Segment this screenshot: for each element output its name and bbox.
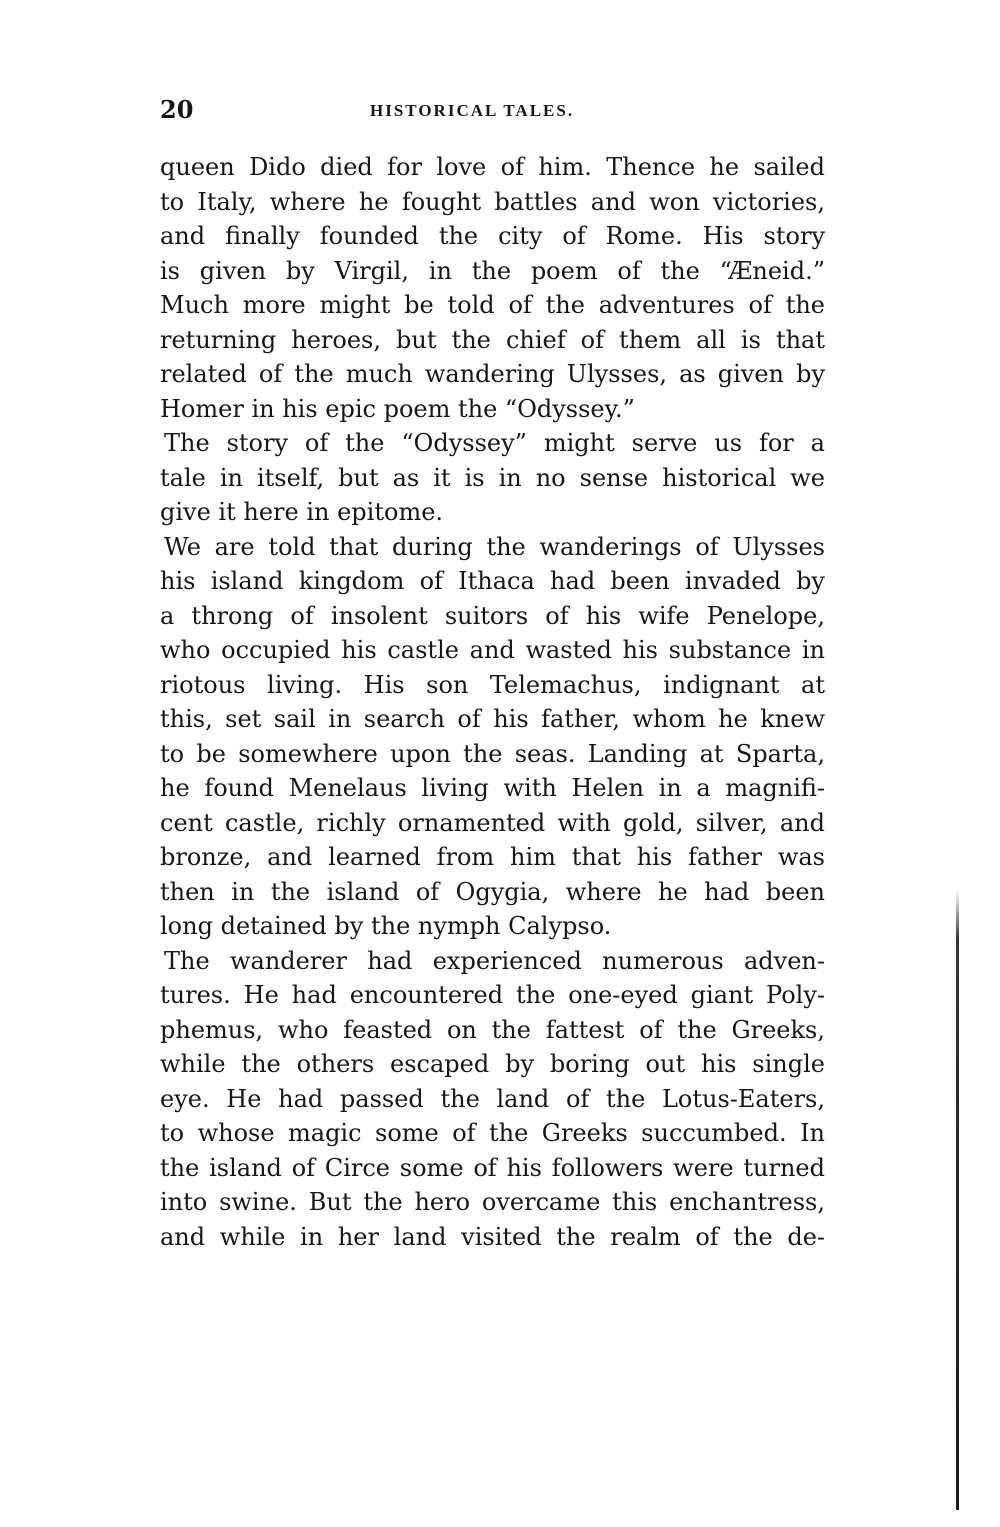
text-line: who occupied his castle and wasted his substance in (160, 636, 825, 664)
text-line: riotous living. His son Telemachus, indignant at (160, 670, 825, 699)
text-line: bronze, and learned from him that his father was (160, 843, 825, 871)
text-line: a throng of insolent suitors of his wife Penelope, (160, 601, 825, 630)
text-line: tale in itself, but as it is in no sense historical we (160, 463, 825, 492)
text-line: then in the island of Ogygia, where he had been (160, 877, 825, 906)
paragraph-start-line: The wanderer had experienced numerous adven- (164, 946, 825, 975)
text-line: into swine. But the hero overcame this enchantress, (160, 1188, 825, 1216)
paragraph-start-line: We are told that during the wanderings of Ulysses (164, 532, 825, 561)
text-line: to be somewhere upon the seas. Landing at Sparta, (160, 739, 825, 768)
text-line: cent castle, richly ornamented with gold, silver, and (160, 808, 825, 837)
text-line: to whose magic some of the Greeks succumbed. In (160, 1119, 825, 1147)
text-line: related of the much wandering Ulysses, as given by (160, 360, 825, 388)
text-line: tures. He had encountered the one-eyed giant Poly- (160, 981, 825, 1009)
text-line: and while in her land visited the realm of the de- (160, 1222, 825, 1251)
page-number: 20 (160, 95, 194, 124)
text-line: is given by Virgil, in the poem of the “Æneid.” (160, 256, 825, 285)
text-line: while the others escaped by boring out his single (160, 1050, 825, 1078)
text-line: queen Dido died for love of him. Thence he sailed (160, 153, 825, 181)
page-edge-shadow (956, 890, 959, 1510)
text-line: this, set sail in search of his father, whom he knew (160, 705, 825, 733)
body-text (160, 150, 825, 1254)
text-line: returning heroes, but the chief of them all is that (160, 325, 825, 354)
text-line: Much more might be told of the adventures of the (160, 291, 825, 319)
text-line: Homer in his epic poem the “Odyssey.” (160, 394, 635, 423)
text-line: eye. He had passed the land of the Lotus-Eaters, (160, 1084, 825, 1113)
text-line: to Italy, where he fought battles and won victories, (160, 187, 825, 216)
text-line: phemus, who feasted on the fattest of the Greeks, (160, 1015, 825, 1044)
text-line: he found Menelaus living with Helen in a magnifi- (160, 774, 825, 802)
text-line: give it here in epitome. (160, 498, 444, 526)
text-line: and finally founded the city of Rome. His story (160, 222, 825, 250)
text-line: long detained by the nymph Calypso. (160, 912, 612, 940)
text-line: his island kingdom of Ithaca had been invaded by (160, 567, 825, 595)
page-header (160, 93, 825, 129)
paragraph-start-line: The story of the “Odyssey” might serve us for a (164, 429, 825, 457)
running-title: HISTORICAL TALES. (370, 101, 575, 120)
text-line: the island of Circe some of his followers were turned (160, 1153, 825, 1182)
